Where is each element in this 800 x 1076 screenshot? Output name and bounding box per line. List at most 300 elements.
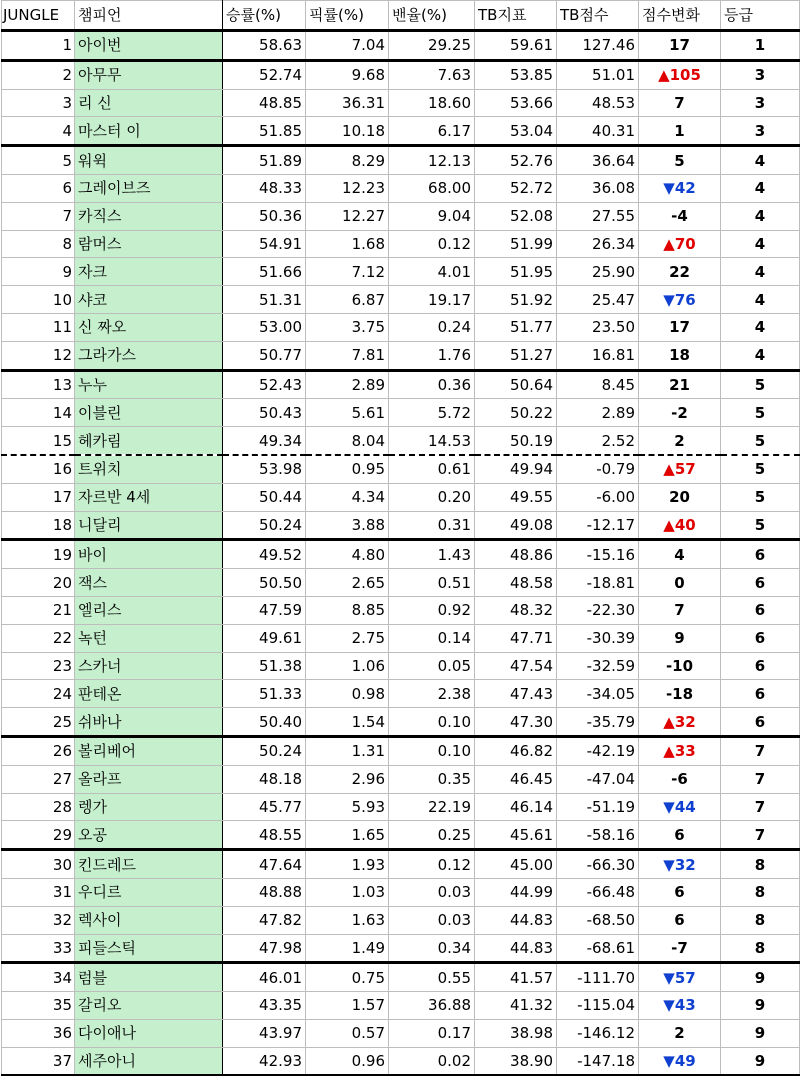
win-rate-cell: 58.63 bbox=[223, 31, 306, 61]
table-row bbox=[2, 680, 800, 708]
table-body bbox=[2, 31, 800, 1076]
table-row bbox=[2, 1047, 800, 1075]
ban-rate-cell: 1.43 bbox=[389, 540, 475, 569]
win-rate-cell: 42.93 bbox=[223, 1047, 306, 1075]
pick-rate-cell: 8.04 bbox=[306, 427, 389, 455]
rank-cell: 18 bbox=[2, 511, 75, 540]
tb-score-cell: -47.04 bbox=[557, 765, 639, 793]
win-rate-cell: 51.31 bbox=[223, 286, 306, 314]
grade-cell: 8 bbox=[721, 850, 800, 879]
header-tb-index: TB지표 bbox=[475, 1, 557, 31]
rank-cell: 11 bbox=[2, 313, 75, 341]
grade-cell: 6 bbox=[721, 652, 800, 680]
score-change-cell bbox=[639, 1019, 721, 1047]
tb-score-cell: 26.34 bbox=[557, 230, 639, 258]
champion-cell: 피들스틱 bbox=[75, 934, 223, 963]
ban-rate-cell: 0.10 bbox=[389, 736, 475, 765]
pick-rate-cell: 6.87 bbox=[306, 286, 389, 314]
score-change-value: 0 bbox=[674, 573, 685, 592]
grade-cell: 4 bbox=[721, 313, 800, 341]
score-change-cell bbox=[639, 736, 721, 765]
score-change-cell bbox=[639, 540, 721, 569]
score-change-value: -18 bbox=[665, 684, 694, 703]
table-row bbox=[2, 1019, 800, 1047]
score-change-cell bbox=[639, 89, 721, 117]
rank-cell: 29 bbox=[2, 821, 75, 850]
tb-score-cell: -35.79 bbox=[557, 708, 639, 737]
triangle-down-icon: ▼ bbox=[663, 996, 675, 1015]
tb-index-cell: 49.94 bbox=[475, 455, 557, 483]
table-row bbox=[2, 117, 800, 146]
pick-rate-cell: 2.89 bbox=[306, 370, 389, 399]
grade-cell: 1 bbox=[721, 31, 800, 61]
pick-rate-cell: 3.88 bbox=[306, 511, 389, 540]
tb-index-cell: 45.00 bbox=[475, 850, 557, 879]
table-row bbox=[2, 652, 800, 680]
champion-cell: 마스터 이 bbox=[75, 117, 223, 146]
ban-rate-cell: 0.36 bbox=[389, 370, 475, 399]
pick-rate-cell: 1.06 bbox=[306, 652, 389, 680]
pick-rate-cell: 0.95 bbox=[306, 455, 389, 483]
triangle-up-icon: ▲ bbox=[663, 712, 675, 731]
tb-index-cell: 51.27 bbox=[475, 341, 557, 370]
tb-score-cell: 51.01 bbox=[557, 60, 639, 89]
score-change-cell bbox=[639, 230, 721, 258]
table-row bbox=[2, 313, 800, 341]
score-change-value: -6 bbox=[671, 770, 688, 789]
table-row bbox=[2, 569, 800, 597]
pick-rate-cell: 9.68 bbox=[306, 60, 389, 89]
score-change-value: 7 bbox=[674, 93, 685, 112]
win-rate-cell: 49.61 bbox=[223, 624, 306, 652]
score-change-cell bbox=[639, 878, 721, 906]
table-row bbox=[2, 483, 800, 511]
table-row bbox=[2, 821, 800, 850]
pick-rate-cell: 4.34 bbox=[306, 483, 389, 511]
table-row bbox=[2, 341, 800, 370]
grade-cell: 6 bbox=[721, 596, 800, 624]
tb-score-cell: -66.30 bbox=[557, 850, 639, 879]
score-change-value: 4 bbox=[674, 545, 685, 564]
champion-cell: 자르반 4세 bbox=[75, 483, 223, 511]
tb-score-cell: -0.79 bbox=[557, 455, 639, 483]
tb-index-cell: 51.95 bbox=[475, 258, 557, 286]
win-rate-cell: 45.77 bbox=[223, 793, 306, 821]
grade-cell: 4 bbox=[721, 230, 800, 258]
score-change-cell bbox=[639, 202, 721, 230]
win-rate-cell: 51.85 bbox=[223, 117, 306, 146]
table-row bbox=[2, 455, 800, 483]
champion-cell: 누누 bbox=[75, 370, 223, 399]
champion-cell: 그라가스 bbox=[75, 341, 223, 370]
score-change-cell bbox=[639, 906, 721, 934]
grade-cell: 6 bbox=[721, 708, 800, 737]
pick-rate-cell: 5.61 bbox=[306, 399, 389, 427]
table-row bbox=[2, 736, 800, 765]
pick-rate-cell: 1.54 bbox=[306, 708, 389, 737]
triangle-up-icon: ▲ bbox=[663, 515, 675, 534]
rank-cell: 17 bbox=[2, 483, 75, 511]
champion-cell: 카직스 bbox=[75, 202, 223, 230]
tb-score-cell: -146.12 bbox=[557, 1019, 639, 1047]
tb-index-cell: 48.86 bbox=[475, 540, 557, 569]
table-row bbox=[2, 540, 800, 569]
header-score-change: 점수변화 bbox=[639, 1, 721, 31]
score-change-cell bbox=[639, 455, 721, 483]
grade-cell: 8 bbox=[721, 878, 800, 906]
score-change-value: 44 bbox=[674, 797, 696, 816]
ban-rate-cell: 0.10 bbox=[389, 708, 475, 737]
tb-score-cell: 40.31 bbox=[557, 117, 639, 146]
triangle-down-icon: ▼ bbox=[663, 797, 675, 816]
score-change-value: 5 bbox=[674, 151, 685, 170]
win-rate-cell: 43.35 bbox=[223, 992, 306, 1020]
win-rate-cell: 51.66 bbox=[223, 258, 306, 286]
grade-cell: 7 bbox=[721, 793, 800, 821]
header-pick-rate: 픽률(%) bbox=[306, 1, 389, 31]
win-rate-cell: 53.00 bbox=[223, 313, 306, 341]
tb-index-cell: 46.82 bbox=[475, 736, 557, 765]
ban-rate-cell: 36.88 bbox=[389, 992, 475, 1020]
grade-cell: 4 bbox=[721, 258, 800, 286]
score-change-cell bbox=[639, 652, 721, 680]
score-change-value: 57 bbox=[674, 968, 696, 987]
tb-index-cell: 38.98 bbox=[475, 1019, 557, 1047]
grade-cell: 4 bbox=[721, 146, 800, 175]
ban-rate-cell: 0.51 bbox=[389, 569, 475, 597]
win-rate-cell: 50.44 bbox=[223, 483, 306, 511]
ban-rate-cell: 12.13 bbox=[389, 146, 475, 175]
pick-rate-cell: 1.57 bbox=[306, 992, 389, 1020]
score-change-value: 6 bbox=[674, 883, 685, 902]
rank-cell: 7 bbox=[2, 202, 75, 230]
score-change-value: 1 bbox=[674, 121, 685, 140]
champion-cell: 킨드레드 bbox=[75, 850, 223, 879]
table-row bbox=[2, 793, 800, 821]
score-change-value: 57 bbox=[674, 460, 696, 479]
ban-rate-cell: 0.20 bbox=[389, 483, 475, 511]
win-rate-cell: 47.64 bbox=[223, 850, 306, 879]
pick-rate-cell: 1.31 bbox=[306, 736, 389, 765]
ban-rate-cell: 0.31 bbox=[389, 511, 475, 540]
champion-cell: 신 짜오 bbox=[75, 313, 223, 341]
ban-rate-cell: 9.04 bbox=[389, 202, 475, 230]
tb-index-cell: 50.22 bbox=[475, 399, 557, 427]
tb-score-cell: -34.05 bbox=[557, 680, 639, 708]
champion-cell: 워윅 bbox=[75, 146, 223, 175]
rank-cell: 5 bbox=[2, 146, 75, 175]
grade-cell: 9 bbox=[721, 1019, 800, 1047]
ban-rate-cell: 0.02 bbox=[389, 1047, 475, 1075]
tb-score-cell: -66.48 bbox=[557, 878, 639, 906]
triangle-up-icon: ▲ bbox=[663, 742, 675, 761]
champion-cell: 리 신 bbox=[75, 89, 223, 117]
ban-rate-cell: 0.03 bbox=[389, 878, 475, 906]
score-change-cell bbox=[639, 793, 721, 821]
score-change-value: 6 bbox=[674, 911, 685, 930]
champion-cell: 그레이브즈 bbox=[75, 174, 223, 202]
rank-cell: 35 bbox=[2, 992, 75, 1020]
pick-rate-cell: 1.65 bbox=[306, 821, 389, 850]
score-change-cell bbox=[639, 31, 721, 61]
rank-cell: 1 bbox=[2, 31, 75, 61]
tb-score-cell: 48.53 bbox=[557, 89, 639, 117]
tb-score-cell: -22.30 bbox=[557, 596, 639, 624]
win-rate-cell: 47.59 bbox=[223, 596, 306, 624]
table-row bbox=[2, 596, 800, 624]
rank-cell: 2 bbox=[2, 60, 75, 89]
rank-cell: 24 bbox=[2, 680, 75, 708]
tb-score-cell: -51.19 bbox=[557, 793, 639, 821]
tb-score-cell: -147.18 bbox=[557, 1047, 639, 1075]
score-change-value: 17 bbox=[669, 36, 690, 55]
tb-score-cell: 36.64 bbox=[557, 146, 639, 175]
grade-cell: 7 bbox=[721, 736, 800, 765]
triangle-down-icon: ▼ bbox=[663, 179, 675, 198]
table-row bbox=[2, 765, 800, 793]
ban-rate-cell: 0.92 bbox=[389, 596, 475, 624]
pick-rate-cell: 12.27 bbox=[306, 202, 389, 230]
table-row bbox=[2, 230, 800, 258]
table-row bbox=[2, 174, 800, 202]
grade-cell: 8 bbox=[721, 906, 800, 934]
tb-score-cell: 2.89 bbox=[557, 399, 639, 427]
pick-rate-cell: 0.96 bbox=[306, 1047, 389, 1075]
score-change-cell bbox=[639, 963, 721, 992]
table-row bbox=[2, 878, 800, 906]
score-change-cell bbox=[639, 708, 721, 737]
score-change-cell bbox=[639, 370, 721, 399]
champion-cell: 우디르 bbox=[75, 878, 223, 906]
tb-index-cell: 52.72 bbox=[475, 174, 557, 202]
score-change-value: 6 bbox=[674, 825, 685, 844]
pick-rate-cell: 4.80 bbox=[306, 540, 389, 569]
ban-rate-cell: 0.12 bbox=[389, 850, 475, 879]
win-rate-cell: 50.36 bbox=[223, 202, 306, 230]
header-row bbox=[2, 1, 800, 31]
rank-cell: 21 bbox=[2, 596, 75, 624]
tb-index-cell: 48.58 bbox=[475, 569, 557, 597]
tb-index-cell: 53.66 bbox=[475, 89, 557, 117]
win-rate-cell: 51.33 bbox=[223, 680, 306, 708]
ban-rate-cell: 18.60 bbox=[389, 89, 475, 117]
table-row bbox=[2, 963, 800, 992]
tb-score-cell: -42.19 bbox=[557, 736, 639, 765]
score-change-value: 43 bbox=[674, 996, 696, 1015]
score-change-value: 32 bbox=[674, 855, 696, 874]
rank-cell: 13 bbox=[2, 370, 75, 399]
rank-cell: 10 bbox=[2, 286, 75, 314]
champion-cell: 샤코 bbox=[75, 286, 223, 314]
score-change-value: 40 bbox=[674, 515, 696, 534]
header-tb-score: TB점수 bbox=[557, 1, 639, 31]
score-change-value: 18 bbox=[669, 346, 690, 365]
ban-rate-cell: 0.05 bbox=[389, 652, 475, 680]
tb-index-cell: 41.32 bbox=[475, 992, 557, 1020]
tb-score-cell: -58.16 bbox=[557, 821, 639, 850]
pick-rate-cell: 1.68 bbox=[306, 230, 389, 258]
rank-cell: 28 bbox=[2, 793, 75, 821]
tb-index-cell: 47.54 bbox=[475, 652, 557, 680]
champion-cell: 세주아니 bbox=[75, 1047, 223, 1075]
win-rate-cell: 47.82 bbox=[223, 906, 306, 934]
champion-cell: 자크 bbox=[75, 258, 223, 286]
table-row bbox=[2, 992, 800, 1020]
pick-rate-cell: 1.93 bbox=[306, 850, 389, 879]
score-change-cell bbox=[639, 680, 721, 708]
grade-cell: 5 bbox=[721, 511, 800, 540]
grade-cell: 6 bbox=[721, 680, 800, 708]
score-change-cell bbox=[639, 483, 721, 511]
champion-cell: 쉬바나 bbox=[75, 708, 223, 737]
rank-cell: 20 bbox=[2, 569, 75, 597]
grade-cell: 5 bbox=[721, 370, 800, 399]
tb-index-cell: 50.64 bbox=[475, 370, 557, 399]
grade-cell: 4 bbox=[721, 202, 800, 230]
tb-score-cell: -68.50 bbox=[557, 906, 639, 934]
score-change-value: 2 bbox=[674, 431, 685, 450]
score-change-cell bbox=[639, 427, 721, 455]
win-rate-cell: 48.55 bbox=[223, 821, 306, 850]
ban-rate-cell: 0.25 bbox=[389, 821, 475, 850]
tb-score-cell: -115.04 bbox=[557, 992, 639, 1020]
champion-cell: 헤카림 bbox=[75, 427, 223, 455]
pick-rate-cell: 36.31 bbox=[306, 89, 389, 117]
champion-cell: 이블린 bbox=[75, 399, 223, 427]
ban-rate-cell: 1.76 bbox=[389, 341, 475, 370]
win-rate-cell: 50.77 bbox=[223, 341, 306, 370]
win-rate-cell: 53.98 bbox=[223, 455, 306, 483]
grade-cell: 4 bbox=[721, 341, 800, 370]
rank-cell: 23 bbox=[2, 652, 75, 680]
grade-cell: 4 bbox=[721, 174, 800, 202]
ban-rate-cell: 0.55 bbox=[389, 963, 475, 992]
ban-rate-cell: 0.14 bbox=[389, 624, 475, 652]
tb-index-cell: 46.45 bbox=[475, 765, 557, 793]
score-change-cell bbox=[639, 146, 721, 175]
pick-rate-cell: 12.23 bbox=[306, 174, 389, 202]
rank-cell: 22 bbox=[2, 624, 75, 652]
score-change-cell bbox=[639, 1047, 721, 1075]
rank-cell: 3 bbox=[2, 89, 75, 117]
tb-index-cell: 49.08 bbox=[475, 511, 557, 540]
tb-score-cell: -68.61 bbox=[557, 934, 639, 963]
score-change-cell bbox=[639, 821, 721, 850]
pick-rate-cell: 1.03 bbox=[306, 878, 389, 906]
triangle-down-icon: ▼ bbox=[663, 968, 675, 987]
header-champion: 챔피언 bbox=[75, 1, 223, 31]
champion-cell: 스카너 bbox=[75, 652, 223, 680]
triangle-down-icon: ▼ bbox=[663, 1052, 675, 1071]
tb-score-cell: 8.45 bbox=[557, 370, 639, 399]
grade-cell: 8 bbox=[721, 934, 800, 963]
table-row bbox=[2, 31, 800, 61]
champion-cell: 바이 bbox=[75, 540, 223, 569]
win-rate-cell: 48.88 bbox=[223, 878, 306, 906]
table-row bbox=[2, 624, 800, 652]
ban-rate-cell: 0.17 bbox=[389, 1019, 475, 1047]
ban-rate-cell: 19.17 bbox=[389, 286, 475, 314]
win-rate-cell: 50.43 bbox=[223, 399, 306, 427]
tb-score-cell: -15.16 bbox=[557, 540, 639, 569]
header-ban-rate: 밴율(%) bbox=[389, 1, 475, 31]
score-change-value: 49 bbox=[674, 1052, 696, 1071]
ban-rate-cell: 0.35 bbox=[389, 765, 475, 793]
tb-index-cell: 52.08 bbox=[475, 202, 557, 230]
ban-rate-cell: 2.38 bbox=[389, 680, 475, 708]
win-rate-cell: 50.40 bbox=[223, 708, 306, 737]
score-change-cell bbox=[639, 286, 721, 314]
rank-cell: 12 bbox=[2, 341, 75, 370]
tb-score-cell: 2.52 bbox=[557, 427, 639, 455]
rank-cell: 6 bbox=[2, 174, 75, 202]
table-row bbox=[2, 286, 800, 314]
tb-index-cell: 44.83 bbox=[475, 934, 557, 963]
win-rate-cell: 49.34 bbox=[223, 427, 306, 455]
pick-rate-cell: 7.81 bbox=[306, 341, 389, 370]
grade-cell: 6 bbox=[721, 540, 800, 569]
score-change-value: 7 bbox=[674, 601, 685, 620]
rank-cell: 9 bbox=[2, 258, 75, 286]
score-change-value: 42 bbox=[674, 179, 696, 198]
win-rate-cell: 48.18 bbox=[223, 765, 306, 793]
rank-cell: 25 bbox=[2, 708, 75, 737]
tb-index-cell: 51.77 bbox=[475, 313, 557, 341]
rank-cell: 36 bbox=[2, 1019, 75, 1047]
tb-index-cell: 38.90 bbox=[475, 1047, 557, 1075]
grade-cell: 9 bbox=[721, 963, 800, 992]
ban-rate-cell: 6.17 bbox=[389, 117, 475, 146]
pick-rate-cell: 2.96 bbox=[306, 765, 389, 793]
score-change-value: 33 bbox=[674, 742, 696, 761]
table-row bbox=[2, 202, 800, 230]
ban-rate-cell: 29.25 bbox=[389, 31, 475, 61]
rank-cell: 27 bbox=[2, 765, 75, 793]
win-rate-cell: 50.24 bbox=[223, 511, 306, 540]
grade-cell: 5 bbox=[721, 483, 800, 511]
score-change-cell bbox=[639, 174, 721, 202]
table-row bbox=[2, 89, 800, 117]
tb-score-cell: -12.17 bbox=[557, 511, 639, 540]
score-change-value: 21 bbox=[669, 375, 690, 394]
pick-rate-cell: 8.85 bbox=[306, 596, 389, 624]
ban-rate-cell: 22.19 bbox=[389, 793, 475, 821]
score-change-value: 17 bbox=[669, 318, 690, 337]
champion-cell: 아이번 bbox=[75, 31, 223, 61]
tb-score-cell: 127.46 bbox=[557, 31, 639, 61]
champion-cell: 갈리오 bbox=[75, 992, 223, 1020]
score-change-value: -2 bbox=[671, 403, 688, 422]
win-rate-cell: 47.98 bbox=[223, 934, 306, 963]
ban-rate-cell: 14.53 bbox=[389, 427, 475, 455]
grade-cell: 5 bbox=[721, 399, 800, 427]
score-change-cell bbox=[639, 117, 721, 146]
tb-score-cell: -6.00 bbox=[557, 483, 639, 511]
champion-cell: 럼블 bbox=[75, 963, 223, 992]
rank-cell: 34 bbox=[2, 963, 75, 992]
rank-cell: 30 bbox=[2, 850, 75, 879]
ban-rate-cell: 0.24 bbox=[389, 313, 475, 341]
ban-rate-cell: 0.12 bbox=[389, 230, 475, 258]
tb-score-cell: 27.55 bbox=[557, 202, 639, 230]
triangle-down-icon: ▼ bbox=[663, 290, 675, 309]
tb-index-cell: 45.61 bbox=[475, 821, 557, 850]
grade-cell: 6 bbox=[721, 569, 800, 597]
rank-cell: 14 bbox=[2, 399, 75, 427]
pick-rate-cell: 1.63 bbox=[306, 906, 389, 934]
tb-score-cell: 25.90 bbox=[557, 258, 639, 286]
champion-cell: 아무무 bbox=[75, 60, 223, 89]
